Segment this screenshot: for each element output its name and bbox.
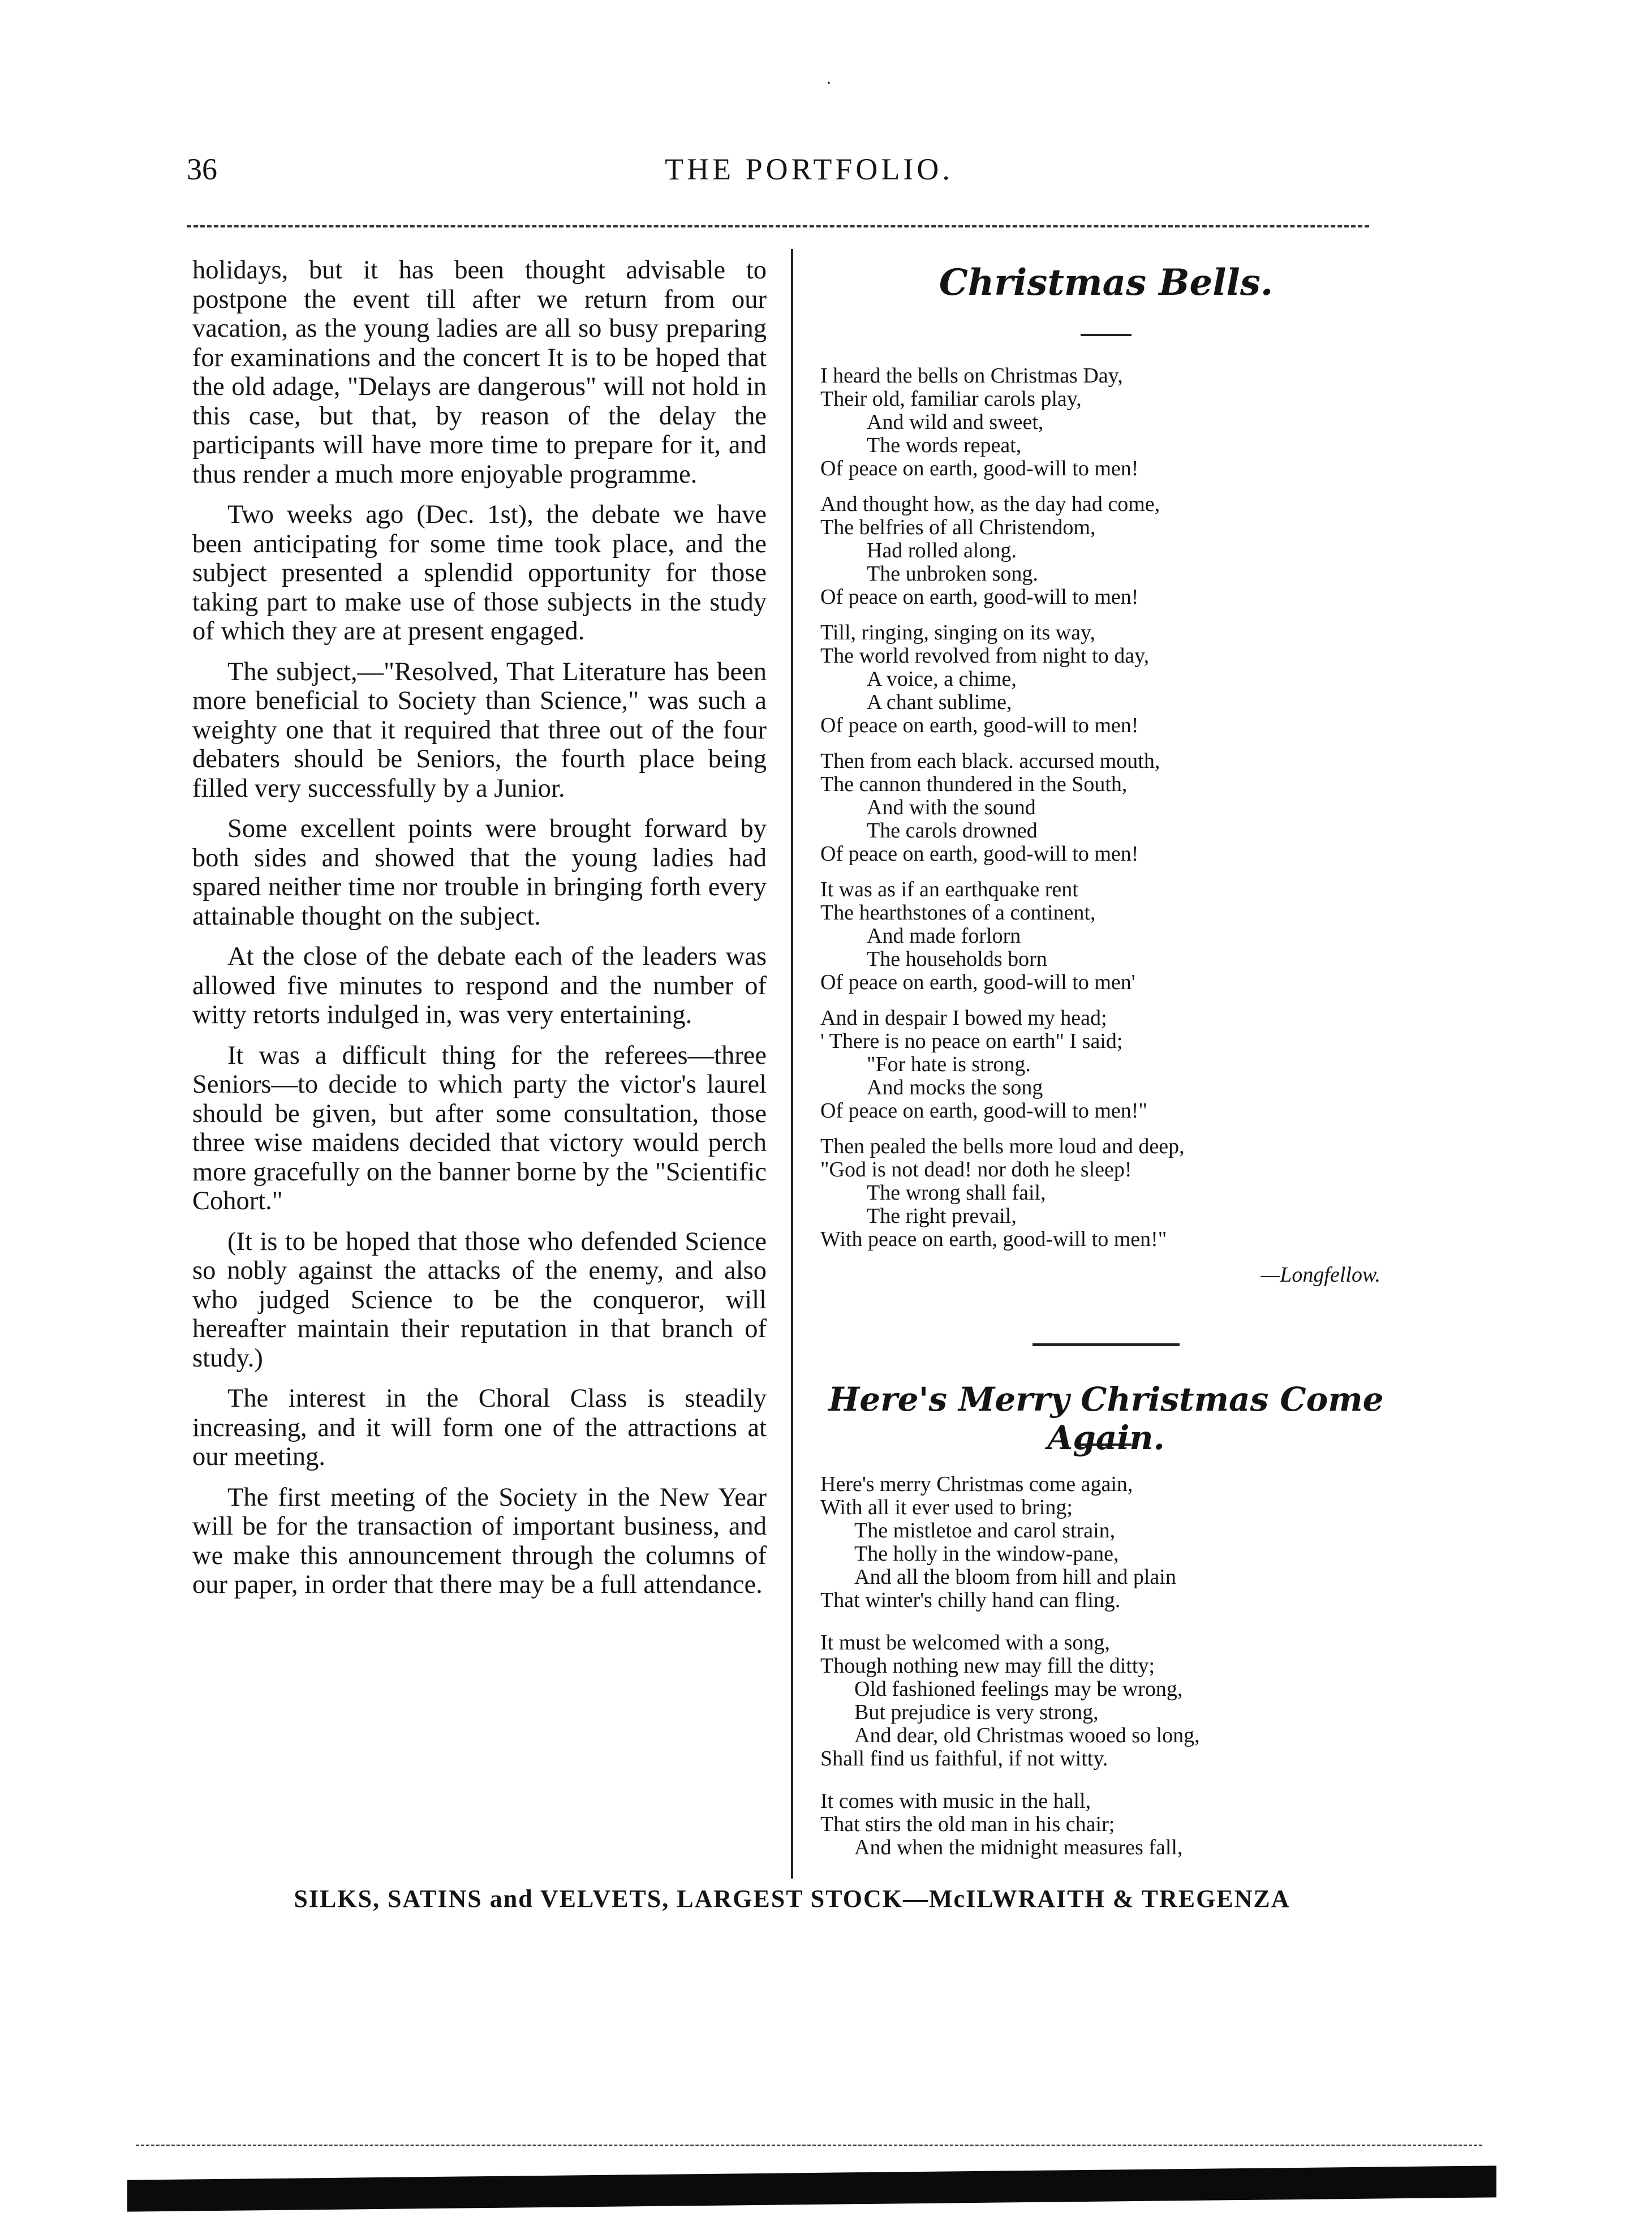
poem-body (820, 364, 1392, 1251)
advertisement: SILKS, SATINS and VELVETS, LARGEST STOCK—McILWRAITH & TREGENZA (294, 1885, 1290, 1913)
paragraph: The interest in the Choral Class is steadily increasing, and it will form one of the attractions at our meeting. (192, 1384, 767, 1471)
poem-line: And all the bloom from hill and plain (854, 1565, 1176, 1589)
poem-line: The mistletoe and carol strain, (854, 1519, 1116, 1542)
poem-line: Here's merry Christmas come again, (820, 1472, 1133, 1496)
poem-line: And with the sound (867, 796, 1036, 819)
stanza (820, 1007, 1392, 1123)
poem-line: And dear, old Christmas wooed so long, (854, 1724, 1200, 1747)
poem-line: ' There is no peace on earth" I said; (820, 1029, 1123, 1053)
poem-line: And in despair I bowed my head; (820, 1006, 1107, 1030)
page-number: 36 (187, 152, 217, 186)
poem-line: It was as if an earthquake rent (820, 878, 1078, 901)
poem-line: With peace on earth, good-will to men!" (820, 1227, 1167, 1251)
stanza (820, 621, 1392, 737)
poem-title: Here's Merry Christmas Come Again. (828, 1380, 1384, 1457)
print-speck: · (826, 74, 832, 92)
paragraph: The subject,—"Resolved, That Literature has been more beneficial to Society than Science," was such a weighty one that it required that three out of the four debaters should be Seniors, the fourth place being filled very successfully by a Junior. (192, 657, 767, 803)
poem-line: Shall find us faithful, if not witty. (820, 1747, 1108, 1771)
left-column (192, 256, 767, 1611)
paragraph: Two weeks ago (Dec. 1st), the debate we have been anticipating for some time took place, and the subject presented a splendid opportunity for those taking part to make use of those subjects in the study of which they are at present engaged. (192, 500, 767, 646)
right-column (820, 256, 1392, 1879)
poem-line: Till, ringing, singing on its way, (820, 621, 1095, 644)
paragraph: (It is to be hoped that those who defended Science so nobly against the attacks of the enemy, and also who judged Science to be the conqueror, will hereafter maintain their reputation in that branch of study.) (192, 1227, 767, 1373)
poem-line: That winter's chilly hand can fling. (820, 1588, 1121, 1612)
poem-line: Of peace on earth, good-will to men!" (820, 1099, 1147, 1123)
header-rule (187, 225, 1369, 227)
stanza (820, 1631, 1392, 1771)
poem-line: And thought how, as the day had come, (820, 492, 1160, 516)
poem-line: Of peace on earth, good-will to men' (820, 970, 1135, 994)
poem-line: The households born (867, 947, 1047, 971)
poem-title: Christmas Bells. (939, 261, 1274, 304)
poem-line: It must be welcomed with a song, (820, 1631, 1110, 1655)
poem-line: "For hate is strong. (867, 1052, 1031, 1076)
running-title: THE PORTFOLIO. (665, 152, 953, 186)
poem-line: The hearthstones of a continent, (820, 901, 1096, 925)
poem-line: Though nothing new may fill the ditty; (820, 1654, 1155, 1678)
poem-line: A chant sublime, (867, 690, 1012, 714)
poem-line: Old fashioned feelings may be wrong, (854, 1677, 1183, 1701)
paragraph: holidays, but it has been thought advisable to postpone the event till after we return from our vacation, as the young ladies are all so busy preparing for examinations and the concert It is to be hoped that the old adage, "Delays are dangerous" will not hold in this case, but that, by reason of the delay the participants will have more time to prepare for it, and thus render a much more enjoyable programme. (192, 256, 767, 489)
column-divider (791, 249, 793, 1879)
poem-line: "God is not dead! nor doth he sleep! (820, 1158, 1132, 1181)
poem-line: Of peace on earth, good-will to men! (820, 585, 1139, 609)
poem-line: The belfries of all Christendom, (820, 515, 1096, 539)
poem-line: With all it ever used to bring; (820, 1496, 1073, 1519)
section-rule (1032, 1343, 1180, 1346)
poem-line: And when the midnight measures fall, (854, 1836, 1183, 1859)
poem-line: The carols drowned (867, 819, 1038, 843)
poem-line: The cannon thundered in the South, (820, 772, 1128, 796)
scan-rule (136, 2145, 1482, 2146)
title-rule (1081, 334, 1132, 336)
poem-line: A voice, a chime, (867, 667, 1017, 691)
poem-line: But prejudice is very strong, (854, 1700, 1099, 1724)
paragraph: Some excellent points were brought forward by both sides and showed that the young ladies had spared neither time nor trouble in bringing forth every attainable thought on the subject. (192, 814, 767, 931)
poem-line: The wrong shall fail, (867, 1181, 1046, 1205)
stanza (820, 493, 1392, 609)
stanza (820, 1473, 1392, 1612)
poem-line: Of peace on earth, good-will to men! (820, 842, 1139, 866)
poem-line: Then pealed the bells more loud and deep, (820, 1135, 1185, 1158)
stanza (820, 364, 1392, 480)
poem-line: The unbroken song. (867, 562, 1038, 586)
stanza (820, 1135, 1392, 1251)
poem-line: I heard the bells on Christmas Day, (820, 364, 1123, 388)
paragraph: It was a difficult thing for the referees—three Seniors—to decide to which party the victor's laurel should be given, but after some consultation, those three wise maidens decided that victory would perch more gracefully on the banner borne by the "Scientific Cohort." (192, 1041, 767, 1215)
paragraph: At the close of the debate each of the leaders was allowed five minutes to respond and the number of witty retorts indulged in, was very entertaining. (192, 942, 767, 1029)
poem-line: The words repeat, (867, 433, 1022, 457)
poem-line: Their old, familiar carols play, (820, 387, 1082, 411)
poem-body (820, 1473, 1392, 1859)
poem-attribution: —Longfellow. (1260, 1263, 1380, 1287)
stanza (820, 750, 1392, 866)
poem-line: The holly in the window-pane, (854, 1542, 1119, 1566)
stanza (820, 1790, 1392, 1859)
poem-line: Then from each black. accursed mouth, (820, 749, 1160, 773)
poem-line: The world revolved from night to day, (820, 644, 1150, 668)
stanza (820, 878, 1392, 994)
poem-line: That stirs the old man in his chair; (820, 1812, 1115, 1836)
poem-line: The right prevail, (867, 1204, 1017, 1228)
poem-line: And wild and sweet, (867, 410, 1044, 434)
poem-line: And mocks the song (867, 1076, 1043, 1099)
poem-line: And made forlorn (867, 924, 1021, 948)
poem-line: Of peace on earth, good-will to men! (820, 457, 1139, 480)
poem-line: Of peace on earth, good-will to men! (820, 714, 1139, 737)
poem-line: It comes with music in the hall, (820, 1789, 1091, 1813)
paragraph: The first meeting of the Society in the New Year will be for the transaction of important business, and we make this announcement through the columns of our paper, in order that there may be a full attendance. (192, 1483, 767, 1599)
scan-edge-bar (127, 2165, 1496, 2211)
poem-line: Had rolled along. (867, 539, 1017, 562)
